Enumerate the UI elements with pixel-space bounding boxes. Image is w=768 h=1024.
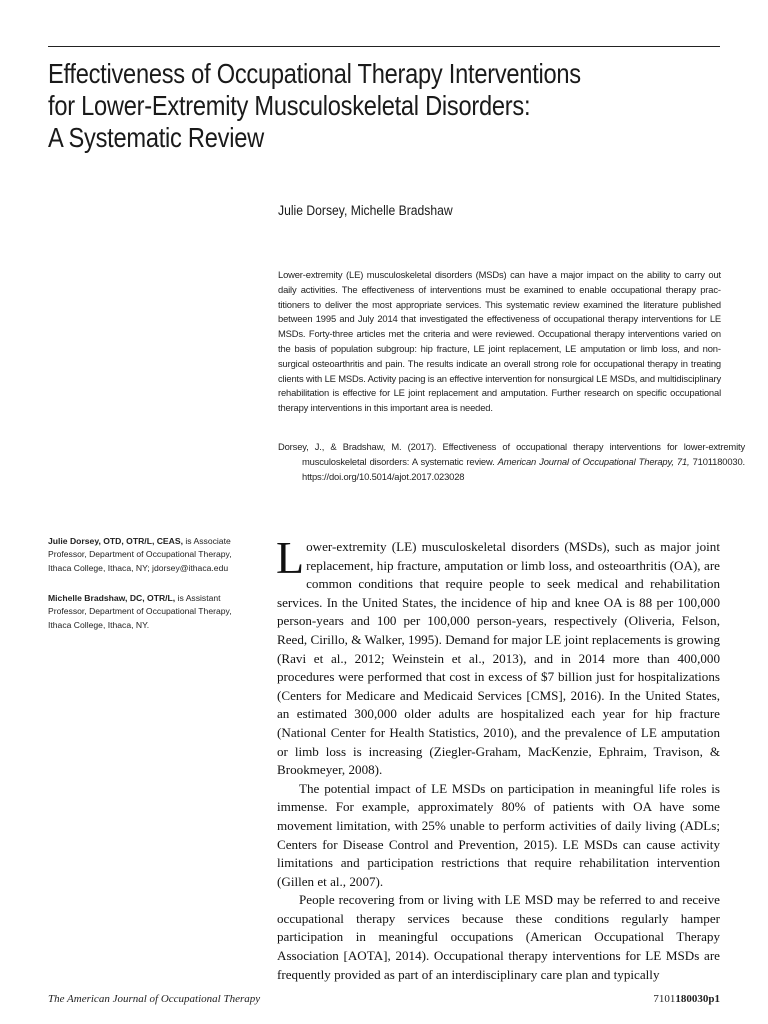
citation-doi: 7101180030. https://doi.org/10.5014/ajot.2017.023028 <box>302 455 745 482</box>
affiliation-name: Julie Dorsey, OTD, OTR/L, CEAS, <box>48 536 183 546</box>
citation-text: Dorsey, J., & Bradshaw, M. (2017). Effectiveness of occupational therapy interventions for lower-extremity musculoskeletal disorders: A systematic review. <box>278 441 745 467</box>
page-number-suffix: 180030p1 <box>675 993 720 1005</box>
drop-cap: L <box>276 532 305 583</box>
body-paragraph-3: People recovering from or living with LE MSD may be referred to and receive occupational therapy services because these conditions regularly hamper participation in meaningful occupations (American Occupational Therapy Association [AOTA], 2014). Occupational therapy interventions for LE MSDs are frequently provided as part of an interdisciplinary care plan and typically <box>277 892 720 982</box>
top-rule <box>48 46 720 47</box>
abstract: Lower-extremity (LE) musculoskeletal disorders (MSDs) can have a major impact on the ability to carry out daily activities. The effectiveness of interventions must be examined to enable occupational therapy practitioners to deliver the most appropriate services. This systematic review examined the literature published between 1995 and July 2014 that investigated the effectiveness of occupational therapy interventions for LE MSDs. Forty-three articles met the criteria and were reviewed. Occupational therapy interventions varied on the basis of population subgroup: hip fracture, LE joint replacement, LE amputation or limb loss, and nonsurgical osteoarthritis and pain. The results indicate an overall strong role for occupational therapy in treating clients with LE MSDs. Activity pacing is an effective intervention for nonsurgical LE MSDs, and multidisciplinary rehabilitation is effective for LE joint replacement and amputation. Further research on specific occupational therapy interventions in this important area is needed. <box>278 269 721 414</box>
body-paragraph-1-text: ower-extremity (LE) musculoskeletal disorders (MSDs), such as major joint replacement, hip fracture, amputation or limb loss, and osteoarthritis (OA), are common conditions that require people to seek medical and rehabilitation services. In the United States, the incidence of hip and knee OA is 88 per 100,000 person-years and 100 per 100,000 person-years, respectively (Oliveria, Felson, Reed, Cirillo, & Walker, 1995). Demand for major LE joint replacements is growing (Ravi et al., 2012; Weinstein et al., 2013), and in 2014 more than 400,000 procedures were performed that cost in excess of $7 billion just for hospitalizations (Centers for Medicare and Medicaid Services [CMS], 2016). In the United States, an estimated 300,000 older adults are hospitalized each year for hip fracture (National Center for Health Statistics, 2010), and the prevalence of LE amputation or limb loss is increasing (Ziegler-Graham, MacKenzie, Ephraim, Travison, & Brookmeyer, 2008). <box>277 539 720 778</box>
citation <box>278 440 745 484</box>
body-text <box>276 532 720 984</box>
title-line-3: A Systematic Review <box>48 122 264 153</box>
author-affiliation-bradshaw <box>48 592 248 632</box>
authors: Julie Dorsey, Michelle Bradshaw <box>278 203 453 218</box>
author-affiliation-dorsey <box>48 535 248 575</box>
footer-journal-name: The American Journal of Occupational Therapy <box>48 993 261 1005</box>
body-paragraph-1 <box>276 532 720 780</box>
affiliation-name: Michelle Bradshaw, DC, OTR/L, <box>48 593 176 603</box>
citation-journal: American Journal of Occupational Therapy, 71, <box>497 455 690 467</box>
footer-page-number <box>653 993 720 1005</box>
body-paragraph-2: The potential impact of LE MSDs on participation in meaningful life roles is immense. For example, approximately 80% of patients with OA have some movement limitation, with 25% unable to perform activities of daily living (ADLs; Centers for Disease Control and Prevention, 2015). LE MSDs can cause activity limitations and participation restrictions that require rehabilitation intervention (Gillen et al., 2007). <box>277 780 720 889</box>
affiliation-text: is Assistant Professor, Department of Occupational Therapy, Ithaca College, Ithaca, NY. <box>48 593 232 630</box>
page-number-prefix: 7101 <box>653 993 676 1005</box>
affiliation-text: is Associate Professor, Department of Occupational Therapy, Ithaca College, Ithaca, NY; jdorsey@ithaca.edu <box>48 536 232 573</box>
title-line-2: for Lower-Extremity Musculoskeletal Disorders: <box>48 90 531 121</box>
article-title <box>48 58 633 154</box>
title-line-1: Effectiveness of Occupational Therapy Interventions <box>48 58 581 89</box>
